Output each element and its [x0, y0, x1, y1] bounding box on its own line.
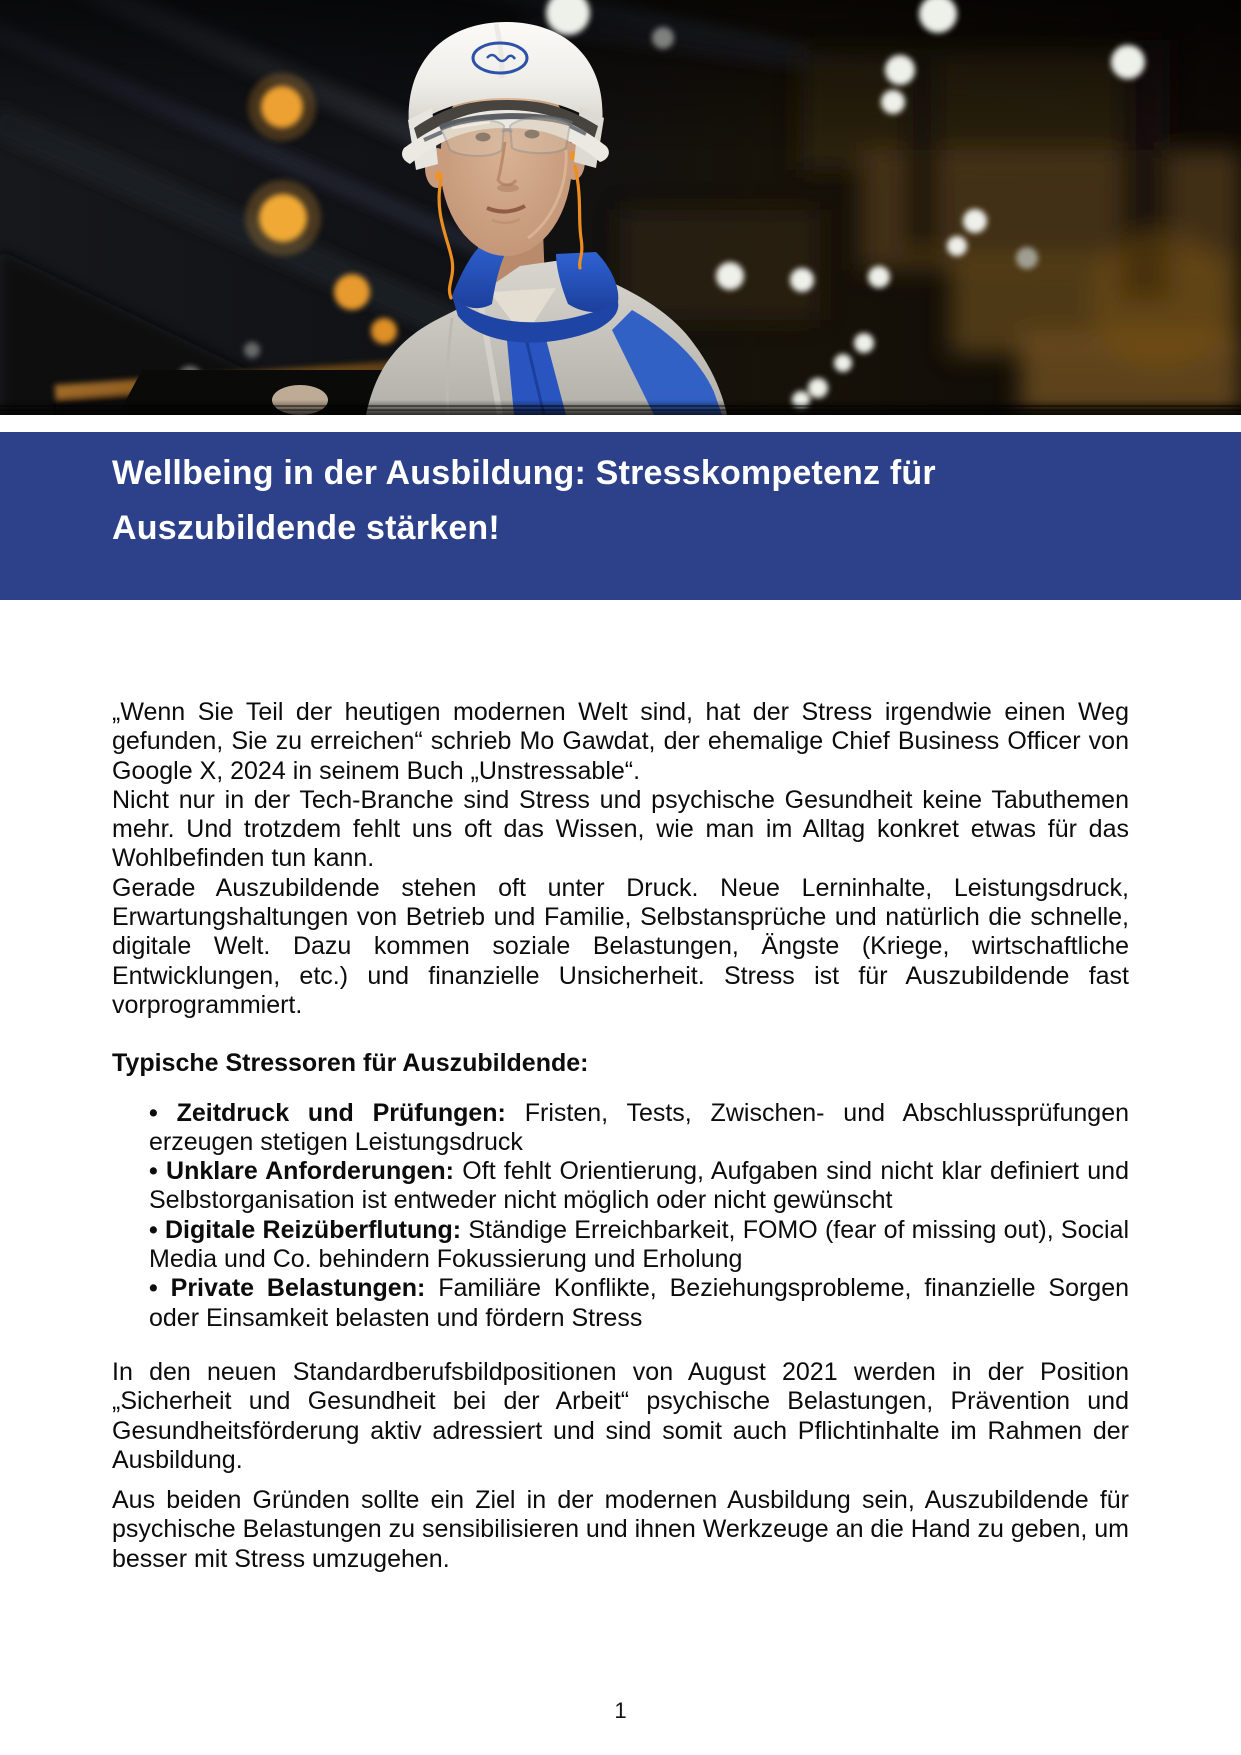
- photo-bottom-edge: [0, 400, 1241, 415]
- paragraph-ziel: Aus beiden Gründen sollte ein Ziel in der modernen Ausbildung sein, Auszubildende für psychische Belastungen zu sensibilisieren und ihnen Werkzeuge an die Hand zu geben, um besser mit Stress umzugehen.: [112, 1486, 1129, 1573]
- paragraph-quote: „Wenn Sie Teil der heutigen modernen Welt sind, hat der Stress irgendwie einen Weg gefunden, Sie zu erreichen“ schrieb Mo Gawdat, der ehemalige Chief Business Officer von Google X, 2024 in seinem Buch „Unstressable“.: [112, 698, 1129, 785]
- stressor-item-reizueberflutung: [149, 1216, 1129, 1275]
- stressor-label: Digitale Reizüberflutung:: [165, 1215, 462, 1244]
- stressor-item-private-belastungen: [149, 1274, 1129, 1333]
- stressor-item-anforderungen: [149, 1157, 1129, 1216]
- stressor-label: Private Belastungen:: [170, 1274, 426, 1303]
- stressor-text: Oft fehlt Orientierung, Aufgaben sind nicht klar definiert und Selbstorganisation ist entweder nicht möglich oder nicht gewünscht: [149, 1157, 1129, 1215]
- article-body: [112, 698, 1129, 1574]
- paragraph-tech-branche: Nicht nur in der Tech-Branche sind Stress und psychische Gesundheit keine Tabuthemen mehr. Und trotzdem fehlt uns oft das Wissen, wie man im Alltag konkret etwas für das Wohlbefinden tun kann.: [112, 785, 1129, 873]
- paragraph-standardberufsbildpositionen: In den neuen Standardberufsbildpositionen von August 2021 werden in der Position „Sicherheit und Gesundheit bei der Arbeit“ psychische Belastungen, Prävention und Gesundheitsförderung aktiv adressiert und sind somit auch Pflichtinhalte im Rahmen der Ausbildung.: [112, 1357, 1129, 1474]
- stressors-heading: Typische Stressoren für Auszubildende:: [112, 1049, 589, 1078]
- page-title-line-2: Auszubildende stärken!: [112, 509, 500, 547]
- ceiling-shadow: [0, 0, 1241, 150]
- paragraph-auszubildende-druck: Gerade Auszubildende stehen oft unter Druck. Neue Lerninhalte, Leistungsdruck, Erwartungshaltungen von Betrieb und Familie, Selbstansprüche und natürlich die schnelle, digitale Welt. Dazu kommen soziale Belastungen, Ängste (Kriege, wirtschaftliche Entwicklungen, etc.) und finanzielle Unsicherheit. Stress ist für Auszubildende fast vorprogrammiert.: [112, 873, 1129, 1019]
- page-title: [112, 446, 1129, 556]
- stressor-text: Fristen, Tests, Zwischen- und Abschlussprüfungen erzeugen stetigen Leistungsdruck: [149, 1098, 1129, 1156]
- hero-photo: [0, 0, 1241, 415]
- stressor-label: Zeitdruck und Prüfungen:: [176, 1098, 506, 1127]
- stressor-text: Ständige Erreichbarkeit, FOMO (fear of missing out), Social Media und Co. behindern Fokussierung und Erholung: [149, 1215, 1130, 1274]
- stressor-label: Unklare Anforderungen:: [166, 1157, 454, 1186]
- page-title-line-1: Wellbeing in der Ausbildung: Stresskompetenz für: [112, 454, 936, 492]
- stressor-text: Familiäre Konflikte, Beziehungsprobleme, finanzielle Sorgen oder Einsamkeit belasten und fördern Stress: [149, 1274, 1130, 1332]
- title-banner: [0, 432, 1241, 600]
- stressor-list: [112, 1099, 1129, 1333]
- page-number: 1: [614, 1698, 627, 1724]
- factory-scene-illustration: [0, 0, 1241, 415]
- page-footer: [0, 1698, 1241, 1724]
- stressor-item-zeitdruck: [149, 1099, 1129, 1158]
